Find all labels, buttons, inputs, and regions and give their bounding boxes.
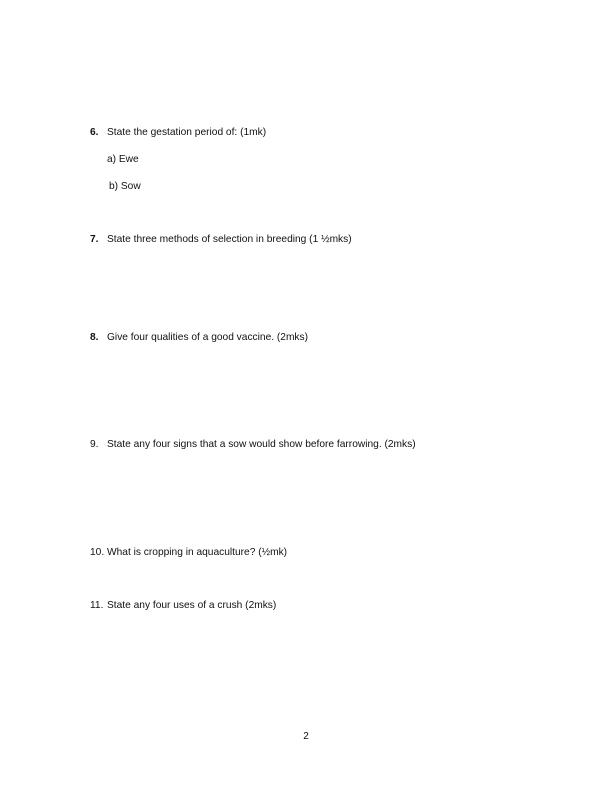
question-9: [90, 439, 416, 451]
question-7: [90, 234, 352, 246]
question-number: 11.: [90, 600, 104, 611]
page-number: 2: [303, 731, 309, 742]
question-text: State any four signs that a sow would show before farrowing. (2mks): [107, 439, 416, 450]
question-text: What is cropping in aquaculture? (½mk): [107, 547, 288, 558]
question-text: State any four uses of a crush (2mks): [107, 600, 277, 611]
question-8: [90, 332, 308, 344]
question-number: 6.: [90, 127, 99, 138]
question-number: 9.: [90, 439, 99, 450]
question-number: 10.: [90, 547, 105, 558]
question-11: [90, 600, 276, 612]
question-6-sub-item-a: a) Ewe: [107, 154, 139, 165]
question-6-sub-item-b: b) Sow: [109, 181, 141, 192]
question-text: State three methods of selection in breeding (1 ½mks): [107, 234, 352, 245]
question-number: 8.: [90, 332, 99, 343]
question-10: [90, 547, 287, 559]
question-number: 7.: [90, 234, 99, 245]
question-6: [90, 127, 266, 139]
question-text: State the gestation period of: (1mk): [107, 127, 267, 138]
question-text: Give four qualities of a good vaccine. (2mks): [107, 332, 309, 343]
